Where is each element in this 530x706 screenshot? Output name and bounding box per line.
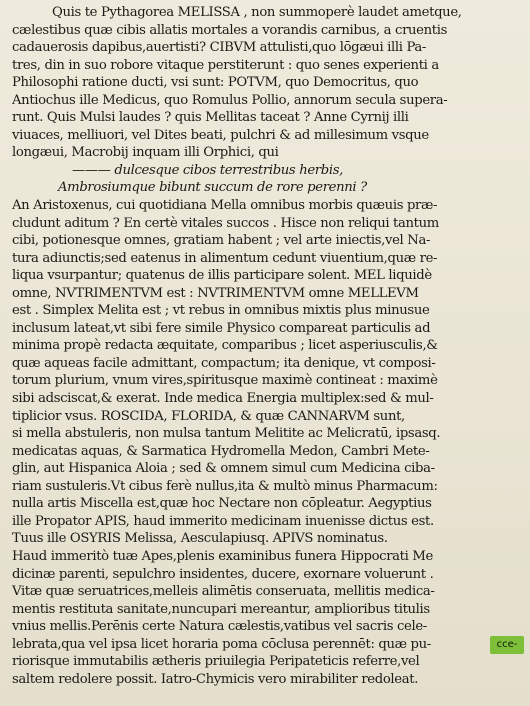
text-line-21: quæ aqueas facile admittant, compactum; ita denique, vt composi- (12, 355, 436, 371)
text-line-7: runt. Quis Mulsi laudes ? quis Mellitas taceat ? Anne Cyrnij illi (12, 110, 409, 126)
text-line-15: tura adiunctis;sed eatenus in alimentum cedunt viuentium,quæ re- (12, 250, 438, 266)
text-line-31: Tuus ille OSYRIS Melissa, Aesculapiusq. APIVS nominatus. (12, 531, 388, 547)
text-line-25: si mella abstuleris, non mulsa tantum Melitite ac Melicratū, ipsasq. (12, 426, 441, 442)
text-line-5: Philosophi ratione ducti, vsi sunt: POTVM, quo Democritus, quo (12, 75, 419, 91)
text-line-39: saltem redolere possit. Iatro-Chymicis vero mirabiliter redoleat. (12, 671, 419, 687)
text-line-6: Antiochus ille Medicus, quo Romulus Pollio, annorum secula supera- (12, 92, 448, 108)
text-line-8: viuaces, melliuori, vel Dites beati, pulchri & ad millesimum vsque (12, 127, 429, 143)
text-line-22: torum plurium, vnum vires,spiritusque maximè contineat : maximè (12, 373, 438, 389)
text-line-27: glin, aut Hispanica Aloia ; sed & omnem simul cum Medicina ciba- (12, 461, 435, 477)
text-line-33: dicinæ parenti, sepulchro insidentes, ducere, exornare voluerunt . (12, 566, 434, 582)
text-line-1: Quis te Pythagorea MELISSA , non summoperè laudet ametque, (52, 5, 462, 20)
text-line-38: riorisque immutabilis ætheris priuilegia Peripateticis referre,vel (12, 654, 420, 670)
text-line-32: Haud immeritò tuæ Apes,plenis examinibus funera Hippocrati Me (12, 548, 433, 564)
text-line-24: tiplicior vsus. ROSCIDA, FLORIDA, & quæ CANNARVM sunt, (12, 408, 405, 424)
text-line-16: liqua vsurpantur; quatenus de illis participare solent. MEL liquidè (12, 268, 432, 284)
text-line-12: An Aristoxenus, cui quotidiana Mella omnibus morbis quæuis præ- (12, 198, 438, 214)
text-line-23: sibi adsciscat,& exerat. Inde medica Energia multiplex:sed & mul- (12, 391, 434, 407)
green-highlight-stamp: cce- (490, 636, 524, 654)
text-line-18: est . Simplex Melita est ; vt rebus in omnibus mixtis plus minusue (12, 303, 430, 319)
text-line-19: inclusum lateat,vt sibi fere simile Physico compareat particulis ad (12, 320, 431, 336)
text-line-2: cælestibus quæ cibis allatis mortales a vorandis carnibus, a cruentis (12, 22, 447, 38)
text-line-3: cadauerosis dapibus,auertisti? CIBVM attulisti,quo lōgæui illi Pa- (12, 40, 427, 56)
text-line-20: minima propè redacta æquitate, comparibus ; licet asperiusculis,& (12, 338, 438, 354)
verse-line-1: ——— dulcesque cibos terrestribus herbis, (72, 162, 343, 178)
text-line-4: tres, din in suo robore vitaque perstiterunt : quo senes experienti a (12, 57, 439, 73)
text-line-35: mentis restituta sanitate,nuncupari mereantur, amplioribus titulis (12, 601, 430, 617)
text-line-30: ille Propator APIS, haud immerito medicinam inuenisse dictus est. (12, 513, 434, 529)
verse-line-2: Ambrosiumque bibunt succum de rore perenni ? (58, 180, 367, 196)
text-line-26: medicatas aquas, & Sarmatica Hydromella Medon, Cambri Mete- (12, 443, 430, 459)
text-line-28: riam sustuleris.Vt cibus ferè nullus,ita & multò minus Pharmacum: (12, 478, 438, 494)
text-line-36: vnius mellis.Perēnis certe Natura cælestis,vatibus vel sacris cele- (12, 619, 427, 635)
text-line-34: Vitæ quæ seruatrices,melleis alimētis conseruata, mellitis medica- (12, 584, 435, 600)
text-line-17: omne, NVTRIMENTVM est : NVTRIMENTVM omne MELLEVM (12, 285, 419, 301)
text-line-37: lebrata,qua vel ipsa licet horaria poma cōclusa perennēt: quæ pu- (12, 636, 431, 652)
text-line-13: cludunt aditum ? En certè vitales succos . Hisce non reliqui tantum (12, 215, 439, 231)
text-line-14: cibi, potionesque omnes, gratiam habent ; vel arte iniectis,vel Na- (12, 233, 431, 249)
text-line-29: nulla artis Miscella est,quæ hoc Nectare non cōpleatur. Aegyptius (12, 496, 432, 512)
text-line-9: longæui, Macrobij inquam illi Orphici, qui (12, 145, 279, 161)
